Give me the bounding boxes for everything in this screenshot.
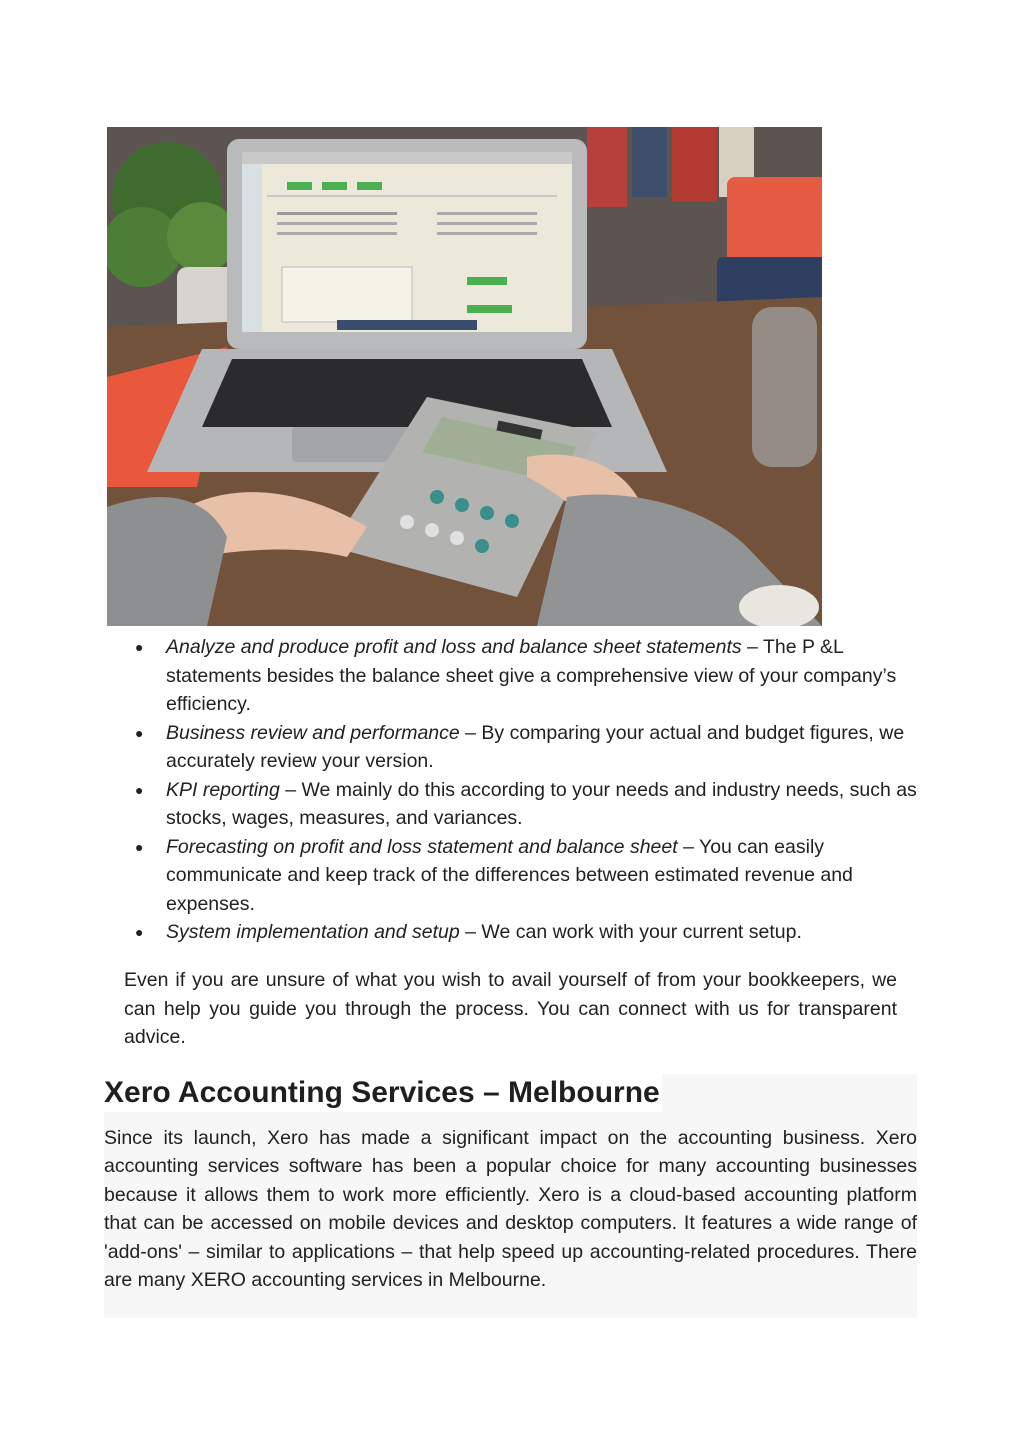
service-title: KPI reporting <box>166 778 280 801</box>
list-item <box>135 776 925 833</box>
service-title: Forecasting on profit and loss statement and balance sheet <box>166 835 678 858</box>
list-item <box>135 633 925 719</box>
service-text: – The P &L statements besides the balance sheet give a comprehensive view of your company’s efficiency. <box>166 636 897 715</box>
service-text: – You can easily communicate and keep track of the differences between estimated revenue and expenses. <box>166 835 853 915</box>
bullet-icon: ● <box>135 639 144 655</box>
list-item <box>135 719 925 776</box>
bullet-icon: ● <box>135 924 144 940</box>
bullet-icon: ● <box>135 781 144 798</box>
xero-paragraph: Since its launch, Xero has made a significant impact on the accounting business. Xero accounting services software has been a popular choice for many accounting businesses because it allows them to work more efficiently. Xero is a cloud-based accounting platform that can be accessed on mobile devices and desktop computers. It features a wide range of 'add-ons' – similar to applications – that help speed up accounting-related procedures. There are many XERO accounting services in Melbourne. <box>104 1127 917 1292</box>
service-text: – We can work with your current setup. <box>459 921 802 943</box>
intro-paragraph: Even if you are unsure of what you wish to avail yourself of from your bookkeepers, we can help you guide you through the process. You can connect with us for transparent advice. <box>124 969 897 1048</box>
services-list <box>135 633 925 947</box>
section-heading: Xero Accounting Services – Melbourne <box>104 1074 662 1112</box>
list-item <box>135 918 925 947</box>
service-title: System implementation and setup <box>166 921 460 943</box>
bullet-icon: ● <box>135 724 144 741</box>
service-text: – We mainly do this according to your needs and industry needs, such as stocks, wages, measures, and variances. <box>166 778 917 829</box>
service-title: Business review and performance <box>166 721 460 744</box>
service-title: Analyze and produce profit and loss and balance sheet statements <box>166 636 742 658</box>
calculator-laptop-photo <box>107 127 822 626</box>
list-item <box>135 833 925 919</box>
bullet-icon: ● <box>135 838 144 855</box>
service-text: – By comparing your actual and budget figures, we accurately review your version. <box>166 721 905 772</box>
